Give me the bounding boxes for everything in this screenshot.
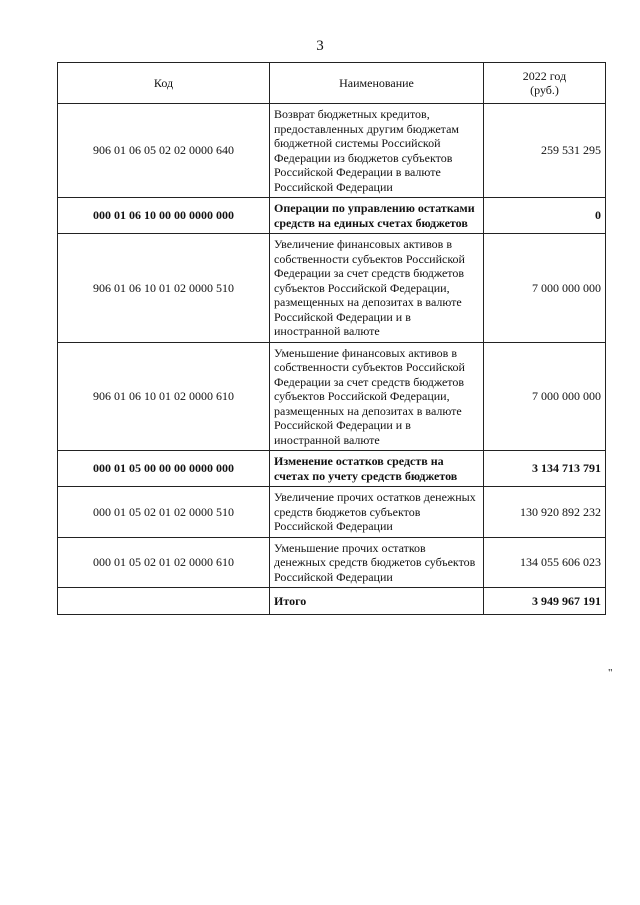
row-name-cell: Увеличение прочих остатков денежных средств бюджетов субъектов Российской Федерации [270, 487, 484, 538]
row-name-cell: Возврат бюджетных кредитов, предоставленных другим бюджетам бюджетной системы Российской Федерации из бюджетов субъектов Российской Федерации в валюте Российской Федерации [270, 104, 484, 198]
row-code-cell: 906 01 06 10 01 02 0000 610 [58, 342, 270, 451]
row-code-cell: 906 01 06 10 01 02 0000 510 [58, 234, 270, 343]
row-code-cell: 000 01 05 02 01 02 0000 610 [58, 537, 270, 588]
closing-quote-mark: " [608, 667, 613, 679]
total-code-cell [58, 588, 270, 615]
table-row [58, 451, 606, 487]
table-row [58, 487, 606, 538]
header-amount-year: 2022 год [522, 68, 567, 83]
table-row [58, 342, 606, 451]
table-row [58, 198, 606, 234]
header-amount [484, 63, 606, 104]
table-body [58, 104, 606, 588]
row-code-cell: 000 01 05 02 01 02 0000 510 [58, 487, 270, 538]
row-amount-cell: 259 531 295 [484, 104, 606, 198]
total-row [58, 588, 606, 615]
page-number: 3 [316, 38, 324, 54]
row-name-cell: Увеличение финансовых активов в собственности субъектов Российской Федерации за счет средств бюджетов субъектов Российской Федерации, размещенных на депозитах в валюте Российской Федерации и в иностранной валюте [270, 234, 484, 343]
table-row [58, 234, 606, 343]
header-name: Наименование [270, 63, 484, 104]
budget-sources-table [57, 62, 606, 615]
row-amount-cell: 0 [484, 198, 606, 234]
row-code-cell: 000 01 06 10 00 00 0000 000 [58, 198, 270, 234]
row-name-cell: Уменьшение прочих остатков денежных средств бюджетов субъектов Российской Федерации [270, 537, 484, 588]
table-row [58, 537, 606, 588]
row-amount-cell: 7 000 000 000 [484, 342, 606, 451]
row-amount-cell: 134 055 606 023 [484, 537, 606, 588]
row-code-cell: 000 01 05 00 00 00 0000 000 [58, 451, 270, 487]
row-amount-cell: 130 920 892 232 [484, 487, 606, 538]
header-amount-unit: (руб.) [530, 83, 559, 97]
row-name-cell: Изменение остатков средств на счетах по учету средств бюджетов [270, 451, 484, 487]
row-code-cell: 906 01 06 05 02 02 0000 640 [58, 104, 270, 198]
row-name-cell: Операции по управлению остатками средств на единых счетах бюджетов [270, 198, 484, 234]
header-code: Код [58, 63, 270, 104]
table-header-row [58, 63, 606, 104]
row-name-cell: Уменьшение финансовых активов в собственности субъектов Российской Федерации за счет средств бюджетов субъектов Российской Федерации, размещенных на депозитах в валюте Российской Федерации и в иностранной валюте [270, 342, 484, 451]
row-amount-cell: 3 134 713 791 [484, 451, 606, 487]
row-amount-cell: 7 000 000 000 [484, 234, 606, 343]
table-row [58, 104, 606, 198]
total-amount: 3 949 967 191 [484, 588, 606, 615]
total-label: Итого [270, 588, 484, 615]
